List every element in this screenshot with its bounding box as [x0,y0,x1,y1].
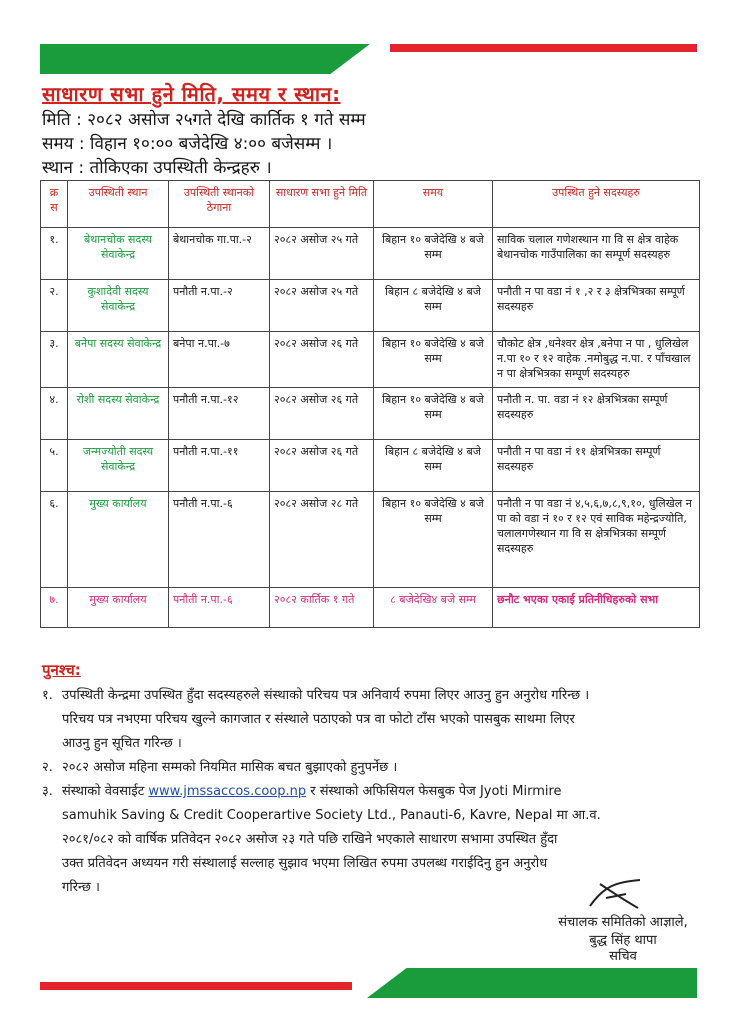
row-date: २०८२ असोज २६ गते [270,440,374,492]
top-decorative-band [40,44,697,74]
row-sn: ६. [41,492,68,588]
row-sn: ७. [41,588,68,628]
note-2-number: २. [42,760,53,775]
top-green-bar [40,44,370,74]
row-place: बेथानचोक सदस्य सेवाकेन्द्र [68,228,169,280]
row-place: रोशी सदस्य सेवाकेन्द्र [68,388,169,440]
row-members: पनौती न. पा. वडा नं १२ क्षेत्रभित्रका सम्पूर्ण सदस्यहरु [493,388,700,440]
row-sn: ४. [41,388,68,440]
signature-mark [586,876,646,912]
place-line: स्थान : तोकिएका उपस्थिती केन्द्रहरु । [42,158,272,178]
signature-authority: संचालक समितिको आज्ञाले, [558,915,688,930]
row-place: मुख्य कार्यालय [68,492,169,588]
row-date: २०८२ कार्तिक १ गते [270,588,374,628]
col-header-sn: क्र स [41,181,68,228]
table-header-row [41,181,700,228]
row-members: चौकोट क्षेत्र ,धनेश्वर क्षेत्र ,बनेपा न पा , धुलिखेल न.पा १० र १२ वाहेक .नमोबुद्ध न.पा. र पाँचखाल न पा क्षेत्रभित्रका सम्पूर्ण सदस्यहरु [493,332,700,388]
row-sn: ५. [41,440,68,492]
row-date: २०८२ असोज २८ गते [270,492,374,588]
row-date: २०८२ असोज २५ गते [270,280,374,332]
note-2-text: २०८२ असोज महिना सम्मको नियमित मासिक बचत बुझाएको हुनुपर्नेछ । [62,760,398,775]
row-members: छनौट भएका एकाई प्रतिनीधिहरुको सभा [493,588,700,628]
row-time: बिहान १० बजेदेखि ४ बजे सम्म [374,492,493,588]
row-members: पनौती न पा वडा नं ४,५,६,७,८,९,१०, धुलिखेल न पा को वडा नं १० र १२ एवं साविक महेन्द्रज्योति, चलालगणेस्थान गा वि स क्षेत्रभित्रका सम्पूर्ण सदस्यहरु [493,492,700,588]
bottom-decorative-band [40,968,697,998]
note-3-pre: संस्थाको वेवसाईट [62,784,149,799]
col-header-place: उपस्थिती स्थान [68,181,169,228]
table-row [41,388,700,440]
postscript-heading: पुनश्च: [42,661,81,679]
schedule-table [40,180,700,628]
row-time: बिहान १० बजेदेखि ४ बजे सम्म [374,228,493,280]
note-3-line-4: उक्त प्रतिवेदन अध्ययन गरी संस्थालाई सल्लाह सुझाव भएमा लिखित रुपमा उपलब्ध गराईदिनु हुन अनुरोध [62,856,548,871]
table-row [41,492,700,588]
note-3-line-5: गरिन्छ । [62,880,100,895]
note-1-line-1: उपस्थिती केन्द्रमा उपस्थित हुँदा सदस्यहरुले संस्थाको परिचय पत्र अनिवार्य रुपमा लिएर आउनु हुन अनुरोध गरिन्छ । [62,688,590,703]
row-sn: २. [41,280,68,332]
signature-title: सचिव [609,949,637,964]
row-place: जन्मज्योती सदस्य सेवाकेन्द्र [68,440,169,492]
note-3-number: ३. [42,784,53,799]
row-time: बिहान ८ बजेदेखि ४ बजे सम्म [374,280,493,332]
table-row [41,588,700,628]
row-date: २०८२ असोज २६ गते [270,332,374,388]
note-3-line-2: samuhik Saving & Credit Cooperartive Society Ltd., Panauti-6, Kavre, Nepal मा आ.व. [62,808,601,823]
row-time: बिहान १० बजेदेखि ४ बजे सम्म [374,388,493,440]
row-sn: ३. [41,332,68,388]
row-date: २०८२ असोज २६ गते [270,388,374,440]
page-title: साधारण सभा हुने मिति, समय र स्थान: [42,82,341,106]
row-members: साविक चलाल गणेशस्थान गा वि स क्षेत्र वाहेक बेथानचोक गाउँपालिका का सम्पूर्ण सदस्यहरु [493,228,700,280]
table-row [41,332,700,388]
row-time: ८ बजेदेखि४ बजे सम्म [374,588,493,628]
col-header-time: समय [374,181,493,228]
row-members: पनौती न पा वडा नं १ ,२ र ३ क्षेत्रभित्रका सम्पूर्ण सदस्यहरु [493,280,700,332]
table-row [41,280,700,332]
row-address: बनेपा न.पा.-७ [169,332,270,388]
website-link[interactable]: www.jmssaccos.coop.np [148,784,307,799]
row-time: बिहान ८ बजेदेखि ४ बजे सम्म [374,440,493,492]
row-address: पनौती न.पा.-११ [169,440,270,492]
row-time: बिहान १० बजेदेखि ४ बजे सम्म [374,332,493,388]
row-address: बेथानचोक गा.पा.-२ [169,228,270,280]
note-2 [42,756,702,780]
bottom-red-bar [40,982,352,990]
row-place: मुख्य कार्यालय [68,588,169,628]
row-members: पनौती न पा वडा नं ११ क्षेत्रभित्रका सम्पूर्ण सदस्यहरु [493,440,700,492]
bottom-green-bar [367,968,697,998]
row-address: पनौती न.पा.-६ [169,588,270,628]
table-row [41,228,700,280]
row-address: पनौती न.पा.-२ [169,280,270,332]
note-3-line-3: २०८१/०८२ को वार्षिक प्रतिवेदन २०८२ असोज २३ गते पछि राखिने भएकाले साधारण सभामा उपस्थित हुँदा [62,832,558,847]
top-red-bar [390,44,697,52]
note-1 [42,684,702,756]
col-header-members: उपस्थित हुने सदस्यहरु [493,181,700,228]
row-date: २०८२ असोज २५ गते [270,228,374,280]
time-line: समय : विहान १०:०० बजेदेखि ४:०० बजेसम्म । [42,134,333,154]
table-row [41,440,700,492]
row-place: कुशादेवी सदस्य सेवाकेन्द्र [68,280,169,332]
note-1-line-3: आउनु हुन सूचित गरिन्छ । [62,736,182,751]
date-line: मिति : २०८२ असोज २५गते देखि कार्तिक १ गते सम्म [42,110,366,130]
col-header-date: साधारण सभा हुने मिति [270,181,374,228]
signature-name: बुद्ध सिंह थापा [589,933,657,948]
row-address: पनौती न.पा.-६ [169,492,270,588]
row-sn: १. [41,228,68,280]
note-1-number: १. [42,688,53,703]
col-header-address: उपस्थिती स्थानको ठेगाना [169,181,270,228]
note-1-line-2: परिचय पत्र नभएमा परिचय खुल्ने कागजात र संस्थाले पठाएको पत्र वा फोटो टाँस भएको पासबुक साथमा लिएर [62,712,575,727]
row-address: पनौती न.पा.-१२ [169,388,270,440]
row-place: बनेपा सदस्य सेवाकेन्द्र [68,332,169,388]
note-3-post: र संस्थाको अफिसियल फेसबुक पेज Jyoti Mirmire [306,784,562,799]
